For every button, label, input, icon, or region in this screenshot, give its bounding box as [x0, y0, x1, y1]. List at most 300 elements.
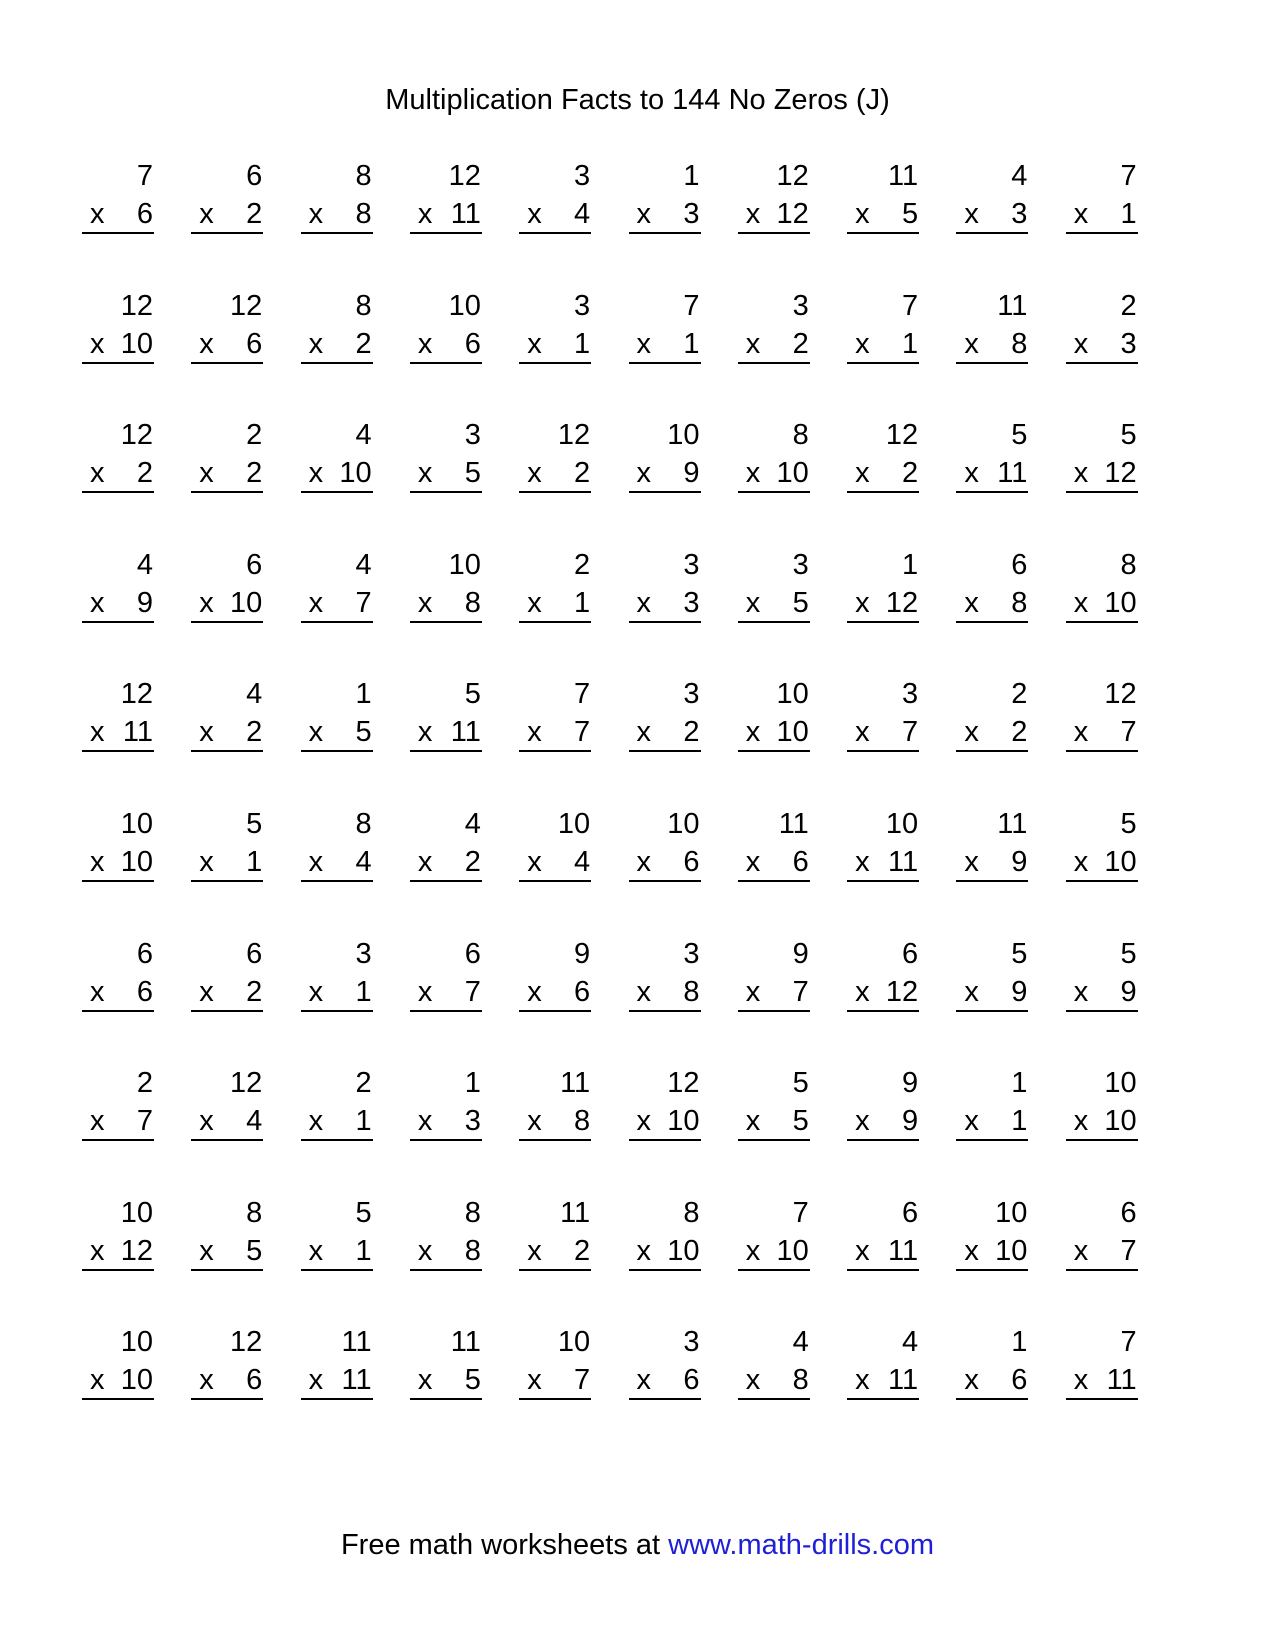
problem-9-6	[629, 1195, 701, 1275]
multiplicand: 7	[574, 678, 591, 711]
problem-7-2	[191, 936, 263, 1016]
times-sign: x	[964, 1105, 979, 1138]
multiplicand: 6	[464, 937, 481, 970]
multiplier: 4	[574, 198, 591, 230]
multiplicand: 11	[778, 808, 809, 840]
problem-8-6	[629, 1065, 701, 1145]
multiplicand: 10	[120, 1196, 153, 1229]
multiplier: 5	[246, 1234, 263, 1267]
problem-5-5	[519, 676, 591, 756]
multiplier: 7	[1120, 716, 1137, 749]
multiplier: 4	[355, 846, 372, 878]
multiplier: 10	[1104, 846, 1137, 878]
multiplier-line	[956, 1233, 1028, 1271]
multiplier-line	[191, 455, 263, 493]
times-sign: x	[90, 716, 105, 749]
multiplier-line	[82, 585, 154, 623]
multiplier: 1	[355, 1234, 372, 1267]
multiplicand: 12	[120, 419, 153, 452]
multiplier: 1	[683, 327, 700, 360]
multiplier: 8	[792, 1364, 809, 1397]
problem-7-8	[847, 936, 919, 1016]
multiplier: 5	[464, 1364, 481, 1397]
problem-5-2	[191, 676, 263, 756]
multiplicand: 10	[557, 1326, 591, 1359]
multiplier-line	[301, 1103, 373, 1141]
multiplier-line	[301, 326, 373, 364]
times-sign: x	[855, 457, 870, 490]
multiplier: 3	[683, 198, 700, 230]
multiplier-line	[410, 1103, 482, 1141]
problem-8-8	[847, 1065, 919, 1145]
times-sign: x	[1073, 975, 1089, 1008]
multiplier: 1	[355, 1105, 372, 1138]
multiplier-line	[629, 1362, 701, 1400]
times-sign: x	[636, 586, 651, 619]
times-sign: x	[745, 1364, 761, 1397]
multiplier: 10	[667, 1234, 700, 1267]
multiplicand: 4	[792, 1326, 809, 1359]
times-sign: x	[199, 846, 214, 878]
multiplier-line	[410, 974, 482, 1012]
times-sign: x	[745, 1105, 761, 1138]
multiplier-line	[191, 844, 263, 882]
multiplier-line	[629, 1103, 701, 1141]
problem-7-10	[1066, 936, 1138, 1016]
times-sign: x	[199, 975, 214, 1008]
multiplier-line	[410, 585, 482, 623]
multiplicand: 6	[1011, 548, 1028, 581]
multiplier-line	[410, 196, 482, 234]
multiplicand: 7	[1120, 160, 1137, 192]
multiplicand: 10	[1104, 1067, 1137, 1100]
problem-6-4	[410, 806, 482, 886]
multiplier-line	[191, 1103, 263, 1141]
multiplier: 8	[464, 1234, 481, 1267]
multiplicand: 11	[341, 1326, 372, 1359]
multiplicand: 8	[246, 1196, 263, 1229]
multiplier: 10	[230, 586, 263, 619]
problem-2-3	[301, 288, 373, 368]
times-sign: x	[745, 846, 761, 878]
times-sign: x	[90, 1105, 105, 1138]
problem-3-7	[738, 417, 810, 497]
multiplier-line	[738, 714, 810, 752]
multiplier: 6	[574, 975, 591, 1008]
multiplier-line	[191, 196, 263, 234]
problem-9-7	[738, 1195, 810, 1275]
times-sign: x	[308, 975, 324, 1008]
multiplicand: 12	[448, 160, 481, 192]
multiplicand: 10	[776, 678, 809, 711]
multiplicand: 7	[136, 160, 153, 192]
multiplier: 8	[1011, 327, 1028, 360]
times-sign: x	[745, 1234, 761, 1267]
times-sign: x	[745, 586, 761, 619]
footer-text: Free math worksheets at	[340, 1529, 661, 1561]
times-sign: x	[417, 586, 433, 619]
times-sign: x	[964, 975, 979, 1008]
multiplier-line	[738, 844, 810, 882]
problem-4-10	[1066, 547, 1138, 627]
multiplier-line	[847, 455, 919, 493]
multiplier-line	[82, 844, 154, 882]
multiplier: 10	[667, 1105, 700, 1138]
multiplicand: 1	[355, 678, 372, 711]
times-sign: x	[636, 198, 651, 230]
times-sign: x	[90, 198, 105, 230]
multiplier: 10	[776, 1234, 809, 1267]
problem-1-2	[191, 158, 263, 238]
problem-10-5	[519, 1324, 591, 1404]
multiplier: 4	[574, 846, 591, 878]
multiplier-line	[519, 326, 591, 364]
multiplier: 10	[776, 457, 809, 490]
multiplier-line	[191, 974, 263, 1012]
multiplier: 8	[574, 1105, 591, 1138]
multiplier-line	[956, 714, 1028, 752]
multiplicand: 4	[464, 808, 481, 840]
multiplier: 7	[1120, 1234, 1137, 1267]
multiplier: 6	[683, 846, 700, 878]
problem-3-2	[191, 417, 263, 497]
multiplier: 12	[1104, 457, 1137, 490]
multiplier-line	[1066, 1362, 1138, 1400]
multiplier: 2	[901, 457, 919, 490]
problem-6-5	[519, 806, 591, 886]
problem-1-8	[847, 158, 919, 238]
multiplier: 10	[1104, 1105, 1137, 1138]
footer-link[interactable]: www.math-drills.com	[668, 1529, 935, 1561]
multiplier: 10	[1104, 586, 1137, 619]
problem-7-1	[82, 936, 154, 1016]
multiplicand: 12	[776, 160, 809, 192]
problem-1-1	[82, 158, 154, 238]
multiplier: 6	[683, 1364, 700, 1397]
multiplier-line	[847, 585, 919, 623]
multiplier-line	[410, 844, 482, 882]
times-sign: x	[636, 1234, 651, 1267]
multiplicand: 12	[667, 1067, 700, 1100]
problem-6-10	[1066, 806, 1138, 886]
multiplier: 12	[885, 975, 919, 1008]
multiplier: 11	[887, 1234, 919, 1267]
times-sign: x	[964, 1364, 979, 1397]
multiplier: 5	[792, 1105, 809, 1138]
multiplier-line	[956, 974, 1028, 1012]
multiplicand: 3	[792, 289, 809, 322]
problem-8-4	[410, 1065, 482, 1145]
times-sign: x	[199, 716, 214, 749]
multiplier-line	[1066, 455, 1138, 493]
problem-10-2	[191, 1324, 263, 1404]
multiplicand: 1	[464, 1067, 481, 1100]
multiplier-line	[82, 1103, 154, 1141]
problem-3-4	[410, 417, 482, 497]
multiplier: 2	[792, 327, 809, 360]
multiplicand: 3	[901, 678, 919, 711]
multiplier-line	[1066, 844, 1138, 882]
multiplicand: 12	[1104, 678, 1137, 711]
multiplier: 2	[1011, 716, 1028, 749]
multiplier: 1	[574, 327, 591, 360]
multiplier: 11	[122, 716, 153, 749]
multiplicand: 2	[574, 548, 591, 581]
multiplier-line	[738, 1103, 810, 1141]
multiplier: 7	[574, 716, 591, 749]
times-sign: x	[745, 975, 761, 1008]
multiplier-line	[738, 326, 810, 364]
times-sign: x	[199, 457, 214, 490]
problem-5-4	[410, 676, 482, 756]
times-sign: x	[855, 586, 870, 619]
multiplier: 1	[1011, 1105, 1028, 1138]
multiplier-line	[191, 326, 263, 364]
multiplicand: 10	[448, 548, 481, 581]
multiplier-line	[847, 844, 919, 882]
multiplier-line	[1066, 326, 1138, 364]
times-sign: x	[90, 975, 105, 1008]
multiplier-line	[1066, 585, 1138, 623]
problem-7-6	[629, 936, 701, 1016]
multiplicand: 3	[464, 419, 481, 452]
multiplier-line	[82, 1233, 154, 1271]
times-sign: x	[417, 1364, 433, 1397]
problem-9-8	[847, 1195, 919, 1275]
problem-1-7	[738, 158, 810, 238]
multiplicand: 1	[1011, 1067, 1028, 1100]
multiplicand: 10	[667, 808, 700, 840]
multiplier: 4	[246, 1105, 263, 1138]
problem-8-3	[301, 1065, 373, 1145]
multiplier-line	[629, 455, 701, 493]
problem-6-6	[629, 806, 701, 886]
times-sign: x	[417, 457, 433, 490]
multiplier: 5	[355, 716, 372, 749]
multiplicand: 7	[683, 289, 700, 322]
problem-9-4	[410, 1195, 482, 1275]
multiplier-line	[956, 1103, 1028, 1141]
multiplicand: 10	[995, 1196, 1028, 1229]
multiplier-line	[738, 585, 810, 623]
multiplicand: 12	[230, 1326, 263, 1359]
multiplicand: 3	[792, 548, 809, 581]
multiplicand: 10	[557, 808, 591, 840]
problem-9-3	[301, 1195, 373, 1275]
multiplier-line	[956, 326, 1028, 364]
multiplier-line	[738, 196, 810, 234]
multiplicand: 12	[557, 419, 591, 452]
multiplicand: 5	[1120, 808, 1137, 840]
multiplier: 9	[1011, 846, 1028, 878]
problem-1-6	[629, 158, 701, 238]
multiplicand: 5	[1120, 937, 1137, 970]
multiplier: 6	[136, 975, 153, 1008]
times-sign: x	[636, 846, 651, 878]
times-sign: x	[199, 198, 214, 230]
multiplier-line	[301, 455, 373, 493]
multiplier-line	[956, 585, 1028, 623]
times-sign: x	[745, 457, 761, 490]
times-sign: x	[745, 327, 761, 360]
problem-6-8	[847, 806, 919, 886]
problem-8-1	[82, 1065, 154, 1145]
problem-4-6	[629, 547, 701, 627]
multiplier: 11	[887, 846, 919, 878]
times-sign: x	[527, 327, 542, 360]
multiplier-line	[1066, 196, 1138, 234]
multiplier-line	[738, 974, 810, 1012]
times-sign: x	[199, 586, 214, 619]
multiplier: 11	[1106, 1364, 1137, 1397]
problem-8-5	[519, 1065, 591, 1145]
multiplier: 10	[120, 1364, 153, 1397]
multiplier-line	[629, 974, 701, 1012]
multiplicand: 8	[792, 419, 809, 452]
problem-8-9	[956, 1065, 1028, 1145]
multiplier-line	[191, 714, 263, 752]
multiplier-line	[519, 1233, 591, 1271]
multiplier-line	[519, 455, 591, 493]
multiplier: 8	[355, 198, 372, 230]
multiplicand: 5	[355, 1196, 372, 1229]
problem-10-7	[738, 1324, 810, 1404]
multiplier-line	[956, 196, 1028, 234]
problem-10-10	[1066, 1324, 1138, 1404]
multiplicand: 10	[667, 419, 700, 452]
multiplier: 10	[995, 1234, 1028, 1267]
multiplier: 9	[683, 457, 700, 490]
multiplicand: 7	[792, 1196, 809, 1229]
multiplier-line	[847, 326, 919, 364]
multiplier: 3	[683, 586, 700, 619]
multiplier: 6	[246, 327, 263, 360]
multiplicand: 3	[683, 1326, 700, 1359]
times-sign: x	[855, 975, 870, 1008]
multiplier: 7	[792, 975, 809, 1008]
multiplier: 2	[683, 716, 700, 749]
times-sign: x	[855, 1364, 870, 1397]
multiplicand: 12	[120, 289, 153, 322]
multiplicand: 5	[464, 678, 481, 711]
multiplicand: 1	[1011, 1326, 1028, 1359]
multiplier: 6	[464, 327, 481, 360]
multiplicand: 6	[136, 937, 153, 970]
problem-10-8	[847, 1324, 919, 1404]
multiplicand: 1	[683, 160, 700, 192]
multiplier-line	[1066, 974, 1138, 1012]
problem-4-7	[738, 547, 810, 627]
times-sign: x	[527, 846, 542, 878]
multiplier: 7	[136, 1105, 153, 1138]
multiplicand: 9	[901, 1067, 919, 1100]
multiplier-line	[301, 585, 373, 623]
multiplier-line	[738, 1362, 810, 1400]
problem-1-9	[956, 158, 1028, 238]
times-sign: x	[308, 1105, 324, 1138]
multiplicand: 12	[230, 289, 263, 322]
multiplicand: 12	[120, 678, 153, 711]
times-sign: x	[527, 1234, 542, 1267]
multiplicand: 4	[355, 548, 372, 581]
problem-7-9	[956, 936, 1028, 1016]
multiplier-line	[956, 844, 1028, 882]
times-sign: x	[855, 327, 870, 360]
problem-9-5	[519, 1195, 591, 1275]
times-sign: x	[417, 198, 433, 230]
multiplier-line	[1066, 714, 1138, 752]
problem-2-9	[956, 288, 1028, 368]
problem-2-7	[738, 288, 810, 368]
times-sign: x	[90, 1364, 105, 1397]
multiplier: 1	[246, 846, 263, 878]
multiplier-line	[519, 974, 591, 1012]
problem-8-2	[191, 1065, 263, 1145]
multiplier: 10	[339, 457, 372, 490]
times-sign: x	[308, 716, 324, 749]
problem-10-9	[956, 1324, 1028, 1404]
multiplier: 5	[792, 586, 809, 619]
multiplier-line	[410, 1362, 482, 1400]
multiplier-line	[1066, 1233, 1138, 1271]
multiplier-line	[629, 196, 701, 234]
times-sign: x	[308, 1364, 324, 1397]
multiplier: 10	[120, 846, 153, 878]
multiplier-line	[191, 1362, 263, 1400]
multiplicand: 8	[1120, 548, 1137, 581]
multiplier: 9	[136, 586, 153, 619]
multiplier-line	[738, 455, 810, 493]
multiplicand: 3	[683, 548, 700, 581]
times-sign: x	[964, 327, 979, 360]
multiplicand: 11	[560, 1196, 591, 1229]
multiplicand: 5	[1120, 419, 1137, 452]
problem-9-9	[956, 1195, 1028, 1275]
multiplier-line	[301, 974, 373, 1012]
multiplicand: 8	[355, 808, 372, 840]
times-sign: x	[527, 716, 542, 749]
multiplicand: 7	[1120, 1326, 1137, 1359]
times-sign: x	[855, 198, 870, 230]
multiplier-line	[519, 1103, 591, 1141]
multiplier-line	[847, 1103, 919, 1141]
multiplicand: 9	[792, 937, 809, 970]
times-sign: x	[636, 1105, 651, 1138]
problem-3-6	[629, 417, 701, 497]
problem-7-5	[519, 936, 591, 1016]
multiplier: 12	[120, 1234, 153, 1267]
times-sign: x	[308, 457, 324, 490]
multiplicand: 8	[355, 289, 372, 322]
times-sign: x	[745, 716, 761, 749]
multiplier-line	[847, 714, 919, 752]
multiplier: 6	[246, 1364, 263, 1397]
multiplicand: 10	[120, 1326, 153, 1359]
multiplier: 7	[355, 586, 372, 619]
multiplier: 6	[1011, 1364, 1028, 1397]
multiplier: 2	[355, 327, 372, 360]
times-sign: x	[308, 846, 324, 878]
problem-7-3	[301, 936, 373, 1016]
multiplier-line	[629, 326, 701, 364]
multiplier-line	[410, 326, 482, 364]
multiplier: 9	[1011, 975, 1028, 1008]
problem-2-4	[410, 288, 482, 368]
times-sign: x	[417, 1234, 433, 1267]
multiplier-line	[629, 714, 701, 752]
times-sign: x	[964, 1234, 979, 1267]
times-sign: x	[90, 327, 105, 360]
